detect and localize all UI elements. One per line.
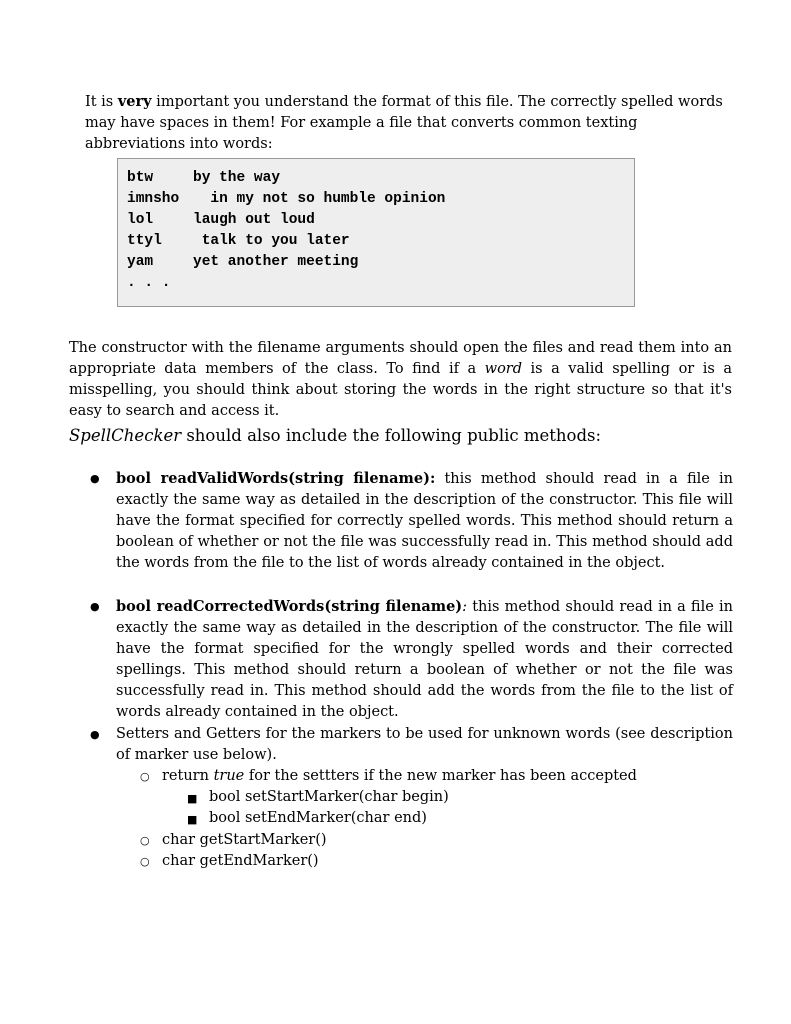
constructor-paragraph bbox=[69, 338, 732, 422]
method-signature: bool readCorrectedWords(string filename) bbox=[116, 598, 463, 615]
code-line bbox=[127, 252, 358, 273]
return-note bbox=[162, 766, 637, 787]
return-note-text-1: return bbox=[162, 768, 214, 784]
intro-text-2: important you understand the format of this file. The correctly spelled words may have spaces in them! For example a file that converts common texting abbreviations into words: bbox=[85, 94, 723, 152]
bullet-icon bbox=[90, 596, 100, 606]
intro-text-1: It is bbox=[85, 94, 118, 110]
bullet-icon bbox=[90, 724, 100, 734]
constructor-emphasis: word bbox=[484, 361, 523, 377]
bullet-icon bbox=[90, 468, 100, 478]
setter-end-marker: bool setEndMarker(char end) bbox=[209, 810, 427, 826]
setter-start-marker: bool setStartMarker(char begin) bbox=[209, 789, 449, 805]
code-abbr: ttyl bbox=[127, 233, 162, 249]
circle-bullet-icon: ○ bbox=[140, 855, 150, 868]
square-bullet-icon: ■ bbox=[187, 813, 198, 826]
code-phrase: in my not so humble opinion bbox=[193, 191, 446, 207]
method-item bbox=[116, 596, 733, 723]
code-abbr: btw bbox=[127, 170, 154, 186]
getter-start-marker: char getStartMarker() bbox=[162, 832, 327, 848]
code-line bbox=[127, 231, 350, 252]
return-note-text-2: for the settters if the new marker has been accepted bbox=[244, 768, 637, 784]
methods-intro-text: should also include the following public methods: bbox=[181, 426, 602, 445]
method-separator: : bbox=[462, 599, 468, 615]
code-abbr: imnsho bbox=[127, 191, 180, 207]
intro-emphasis: very bbox=[117, 93, 152, 110]
class-name: SpellChecker bbox=[69, 426, 182, 445]
code-line bbox=[127, 189, 445, 210]
method-item bbox=[116, 468, 733, 574]
method-description: this method should read in a file in exactly the same way as detailed in the description of the constructor. This file will have the format specified for correctly spelled words. This method should return a boolean of whether or not the file was successfully read in. This method should add the words from the file to the list of words already contained in the object. bbox=[116, 471, 733, 571]
code-phrase: yet another meeting bbox=[193, 254, 359, 270]
constructor-text-2: is a valid spelling or is a misspelling, you should think about storing the words in the right structure so that it's easy to search and access it. bbox=[69, 361, 732, 419]
code-line bbox=[127, 168, 280, 189]
code-abbr: lol bbox=[127, 212, 154, 228]
methods-intro bbox=[69, 425, 601, 446]
code-phrase: laugh out loud bbox=[193, 212, 315, 228]
code-line bbox=[127, 210, 315, 231]
square-bullet-icon: ■ bbox=[187, 792, 198, 805]
method-signature: bool readValidWords(string filename) bbox=[116, 470, 430, 487]
code-abbr: yam bbox=[127, 254, 154, 270]
code-ellipsis: . . . bbox=[127, 275, 171, 291]
example-file-box bbox=[117, 158, 635, 307]
method-separator: : bbox=[429, 470, 436, 487]
markers-item: Setters and Getters for the markers to be used for unknown words (see description of marker use below). bbox=[116, 726, 733, 763]
method-description: this method should read in a file in exactly the same way as detailed in the description of the constructor. The file will have the format specified for the wrongly spelled words and their corrected spellings. This method should return a boolean of whether or not the file was successfully read in. This method should add the words from the file to the list of words already contained in the object. bbox=[116, 599, 733, 720]
circle-bullet-icon: ○ bbox=[140, 834, 150, 847]
intro-paragraph bbox=[85, 91, 735, 155]
constructor-text-1: The constructor with the filename arguments should open the files and read them into an appropriate data members of the class. To find if a bbox=[69, 340, 732, 377]
code-phrase: by the way bbox=[193, 170, 281, 186]
circle-bullet-icon: ○ bbox=[140, 770, 150, 783]
return-note-emphasis: true bbox=[213, 768, 245, 784]
code-phrase: talk to you later bbox=[193, 233, 350, 249]
getter-end-marker: char getEndMarker() bbox=[162, 853, 319, 869]
